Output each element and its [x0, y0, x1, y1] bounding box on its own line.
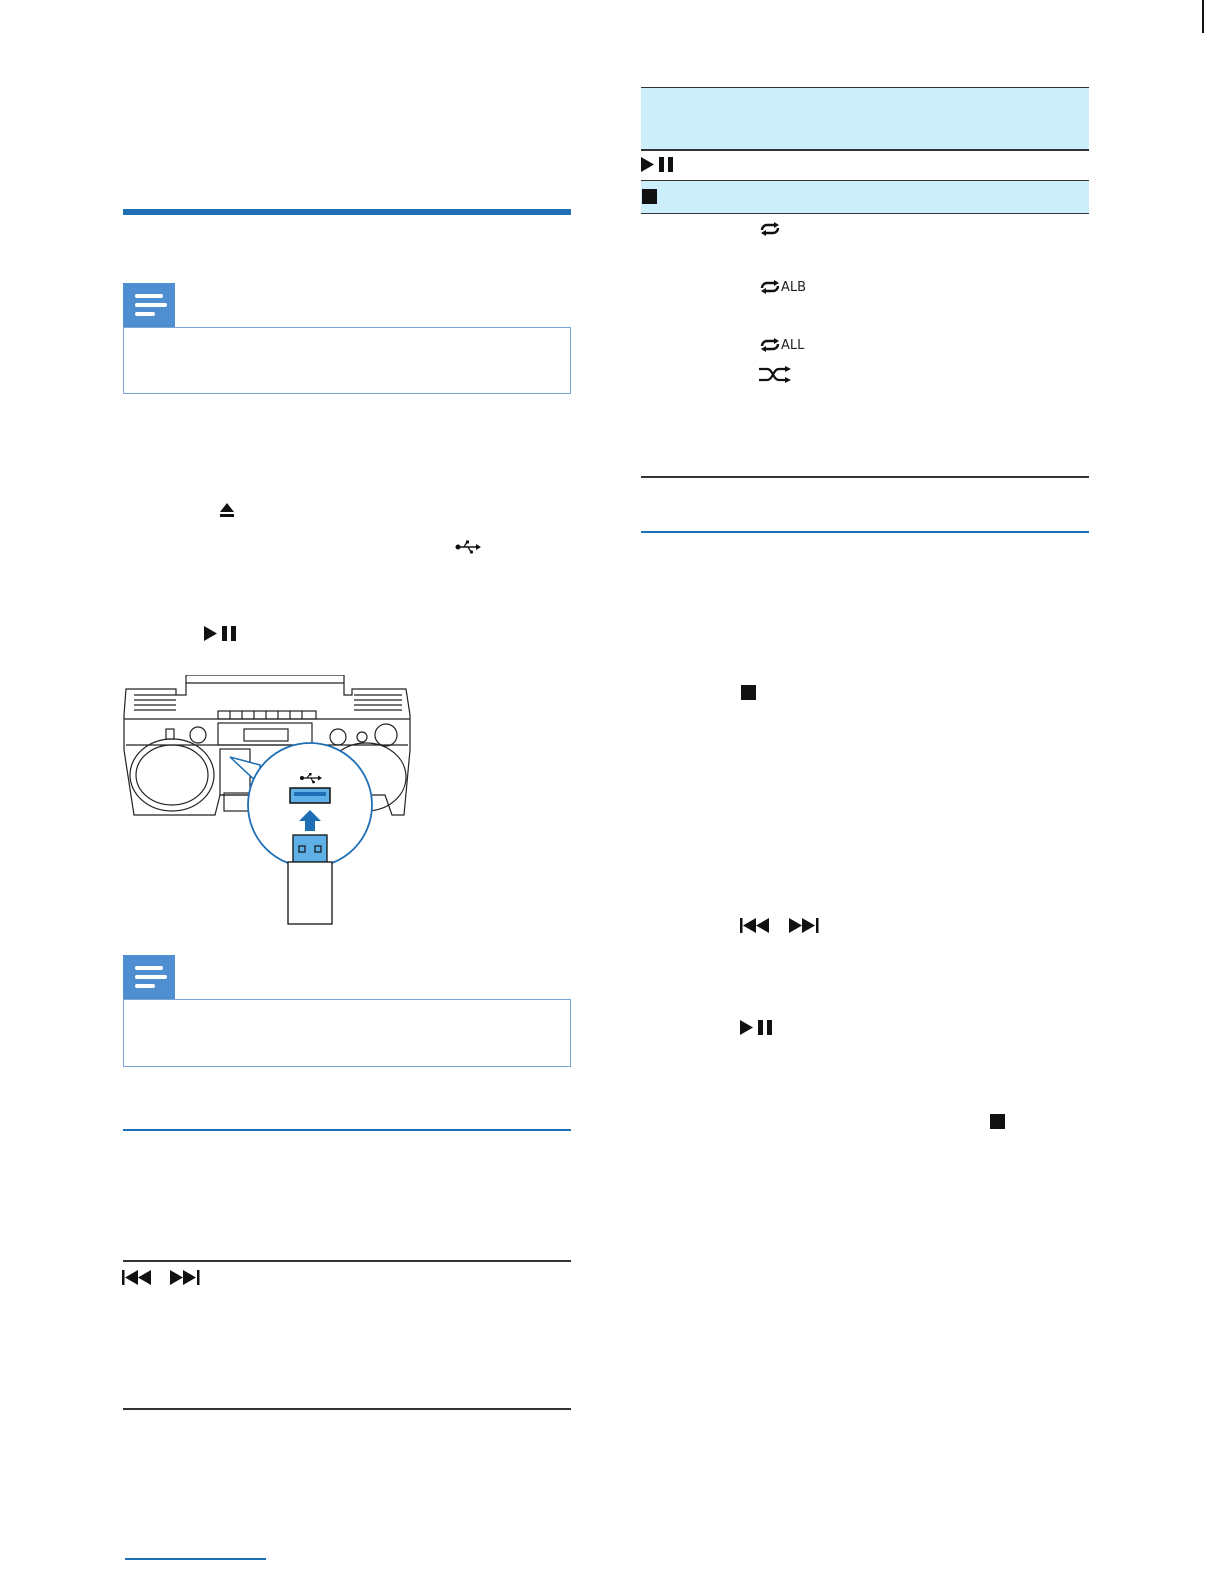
shuffle-icon: [758, 366, 792, 383]
play-pause-icon: [740, 1020, 776, 1035]
table-top-rule: [123, 1260, 571, 1262]
page-edge-rule: [1202, 0, 1204, 33]
repeat-icon: [759, 280, 781, 294]
stop-icon: [642, 189, 657, 204]
previous-icon: [122, 1270, 152, 1285]
play-pause-icon: [641, 157, 677, 172]
repeat-all-label: ALL: [781, 338, 805, 353]
table-bottom-rule: [123, 1408, 571, 1410]
usb-connection-illustration: [120, 675, 420, 930]
note-box: [123, 327, 571, 394]
stop-icon: [741, 685, 756, 700]
section-heading-rule: [123, 209, 571, 215]
play-pause-icon: [204, 626, 240, 641]
footer-link-underline: [125, 1558, 266, 1560]
note-icon: [123, 283, 175, 328]
repeat-icon: [759, 338, 781, 352]
subsection-rule: [641, 531, 1089, 533]
repeat-icon: [759, 222, 781, 236]
eject-icon: [220, 503, 234, 518]
next-icon: [170, 1270, 200, 1285]
subsection-rule: [123, 1129, 571, 1131]
previous-icon: [740, 918, 770, 933]
repeat-album-label: ALB: [781, 280, 807, 295]
stop-icon: [990, 1114, 1005, 1129]
table-row-divider: [641, 149, 1089, 151]
table-bottom-rule: [641, 476, 1089, 478]
note-box: [123, 999, 571, 1067]
usb-icon: [455, 540, 481, 554]
table-row-stop: [641, 180, 1089, 214]
table-header-row: [641, 87, 1089, 150]
note-icon: [123, 955, 175, 1000]
next-icon: [789, 918, 819, 933]
